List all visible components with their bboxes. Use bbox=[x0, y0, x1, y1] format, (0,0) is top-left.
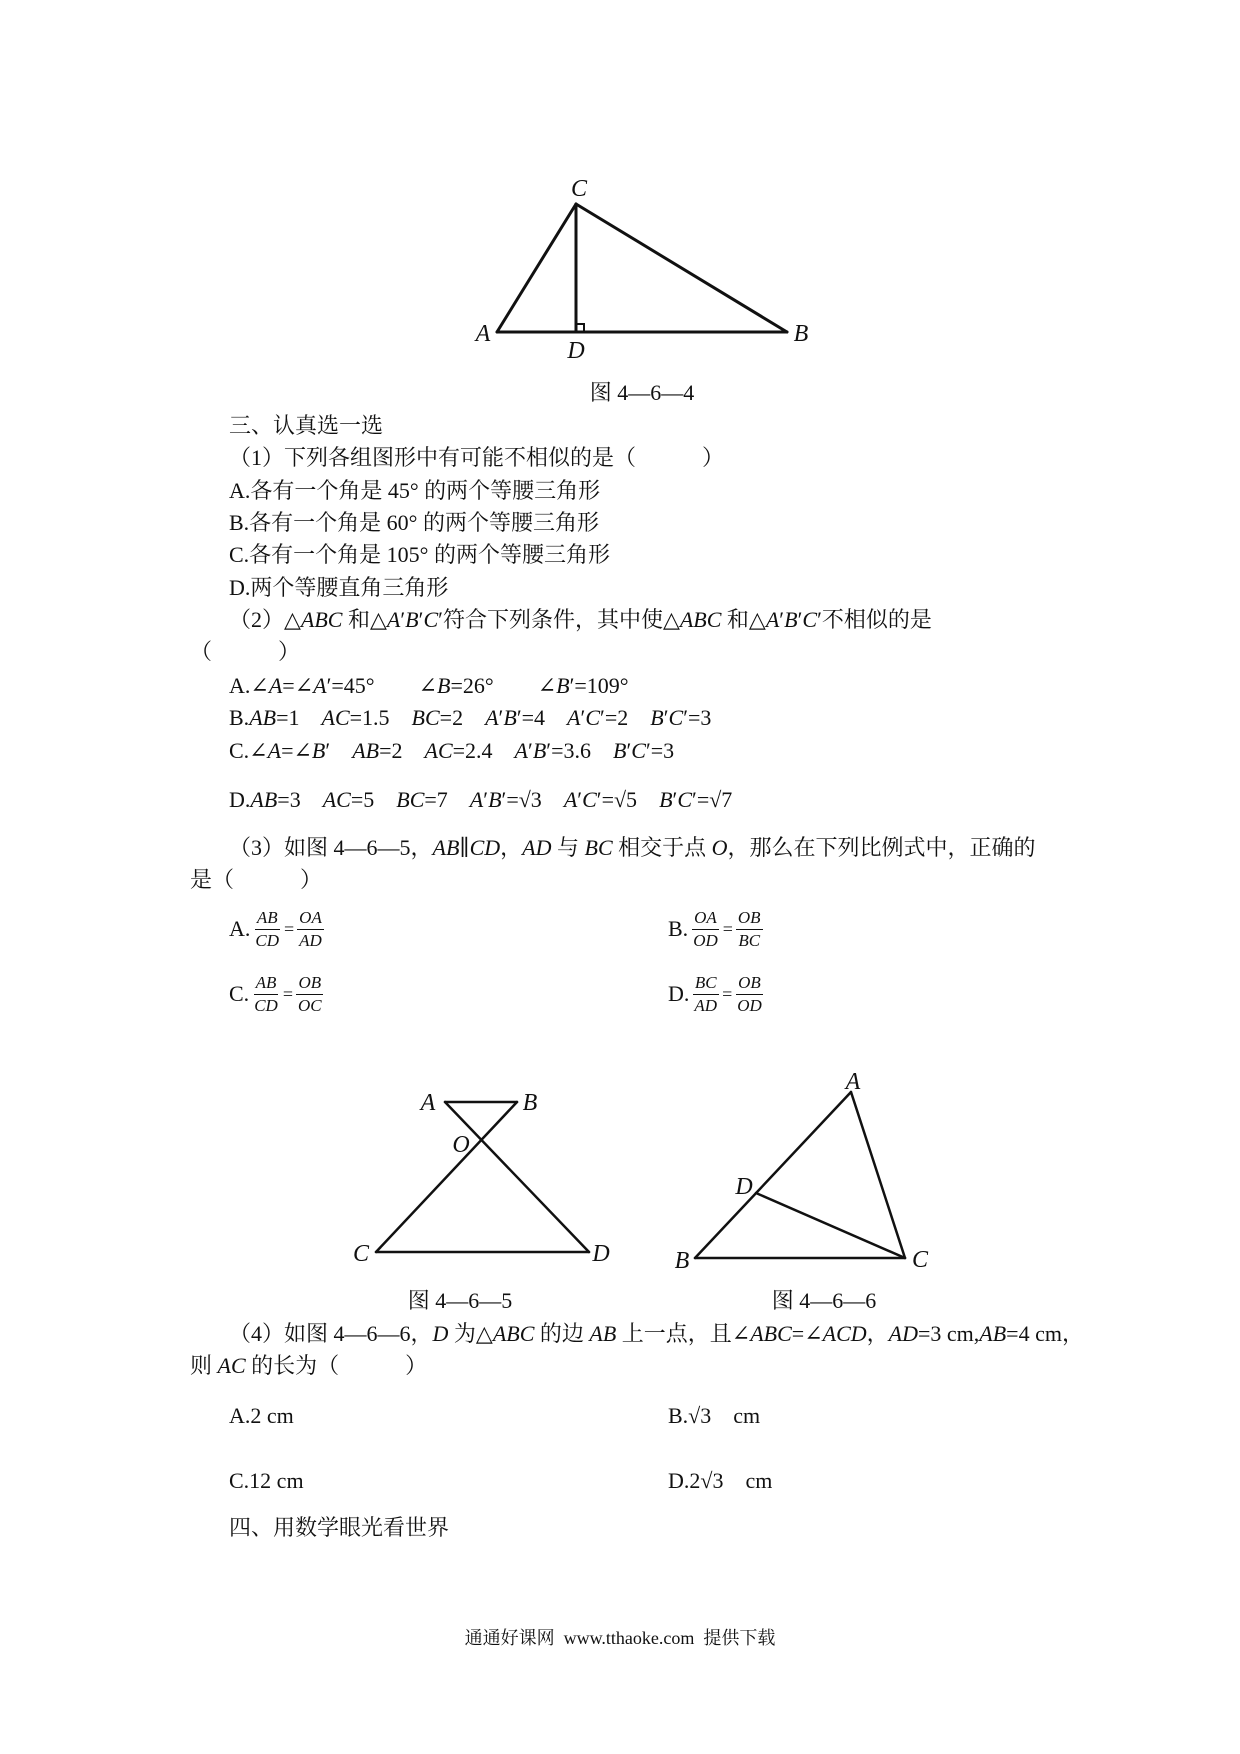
point-label-d: D bbox=[567, 338, 585, 364]
fraction-right bbox=[735, 972, 764, 1017]
question-4-option-b: B.√3 cm bbox=[668, 1403, 761, 1428]
equals-sign: = bbox=[722, 918, 733, 939]
figure-caption-4-6-6: 图 4—6—6 bbox=[771, 1288, 877, 1313]
point-label-c: C bbox=[570, 176, 588, 202]
numerator: OB bbox=[296, 972, 323, 995]
page-footer: 通通好课网 www.tthaoke.com 提供下载 bbox=[464, 1628, 776, 1648]
question-1-stem: （1）下列各组图形中有可能不相似的是（ ） bbox=[229, 445, 725, 470]
segment-ac bbox=[497, 204, 576, 332]
question-1-option-b: B.各有一个角是 60° 的两个等腰三角形 bbox=[229, 510, 599, 535]
denominator: AD bbox=[694, 995, 718, 1015]
fraction-right bbox=[736, 907, 763, 952]
question-2-option-d: D.AB=3 AC=5 BC=7 A′B′=√3 A′C′=√5 B′C′=√7 bbox=[229, 787, 733, 812]
figure-4-6-4-triangle bbox=[470, 170, 820, 370]
denominator: OD bbox=[737, 995, 762, 1015]
question-3-option-c bbox=[229, 964, 324, 1024]
denominator: OD bbox=[693, 930, 718, 950]
question-2-option-b: B.AB=1 AC=1.5 BC=2 A′B′=4 A′C′=2 B′C′=3 bbox=[229, 705, 712, 730]
numerator: OB bbox=[736, 972, 763, 995]
segment-dc bbox=[756, 1193, 905, 1258]
point-label-b: B bbox=[522, 1090, 538, 1116]
segment-ac bbox=[851, 1092, 905, 1258]
question-1-option-d: D.两个等腰直角三角形 bbox=[229, 575, 449, 600]
section-title: 三、认真选一选 bbox=[229, 413, 384, 438]
point-label-c: C bbox=[352, 1241, 370, 1267]
question-4-stem: （4）如图 4—6—6，D 为△ABC 的边 AB 上一点，且∠ABC=∠ACD，AD=3 cm,AB=4 cm， bbox=[229, 1321, 1084, 1346]
question-3-option-b bbox=[668, 899, 763, 959]
fraction-left bbox=[692, 972, 719, 1017]
question-2-option-c: C.∠A=∠B′ AB=2 AC=2.4 A′B′=3.6 B′C′=3 bbox=[229, 738, 675, 763]
segment-bc bbox=[376, 1102, 517, 1252]
equals-sign: = bbox=[282, 983, 293, 1004]
equals-sign: = bbox=[722, 983, 733, 1004]
denominator: BC bbox=[738, 930, 761, 950]
question-1-option-a: A.各有一个角是 45° 的两个等腰三角形 bbox=[229, 478, 601, 503]
figure-4-6-5-hourglass bbox=[340, 1080, 630, 1275]
option-letter: B. bbox=[668, 916, 689, 941]
point-label-a: A bbox=[475, 321, 491, 347]
denominator: CD bbox=[255, 930, 280, 950]
question-3-stem-continued: 是（ ） bbox=[190, 867, 323, 892]
point-label-d: D bbox=[735, 1174, 753, 1200]
option-letter: A. bbox=[229, 916, 251, 941]
numerator: OB bbox=[736, 907, 763, 930]
point-label-b: B bbox=[674, 1248, 690, 1274]
question-4-option-a: A.2 cm bbox=[229, 1403, 294, 1428]
figure-caption-4-6-5: 图 4—6—5 bbox=[407, 1288, 513, 1313]
equals-sign: = bbox=[284, 918, 295, 939]
point-label-a: A bbox=[420, 1090, 436, 1116]
question-3-option-a bbox=[229, 899, 324, 959]
denominator: OC bbox=[297, 995, 322, 1015]
figure-caption-4-6-4: 图 4—6—4 bbox=[589, 380, 695, 405]
question-3-stem: （3）如图 4—6—5，AB∥CD，AD 与 BC 相交于点 O，那么在下列比例式中，正确的 bbox=[229, 835, 1036, 860]
segment-ab bbox=[695, 1092, 851, 1258]
option-letter: D. bbox=[668, 981, 690, 1006]
point-label-b: B bbox=[793, 321, 809, 347]
question-3-option-d bbox=[668, 964, 764, 1024]
question-4-option-d: D.2√3 cm bbox=[668, 1468, 773, 1493]
question-1-option-c: C.各有一个角是 105° 的两个等腰三角形 bbox=[229, 542, 610, 567]
denominator: CD bbox=[254, 995, 278, 1015]
fraction-left bbox=[691, 907, 720, 952]
fraction-left bbox=[252, 972, 280, 1017]
fraction-right bbox=[297, 907, 324, 952]
point-label-a: A bbox=[845, 1069, 861, 1095]
denominator: AD bbox=[299, 930, 322, 950]
figure-4-6-6-triangle bbox=[660, 1060, 950, 1280]
option-letter: C. bbox=[229, 981, 250, 1006]
question-4-stem-continued: 则 AC 的长为（ ） bbox=[190, 1353, 428, 1378]
segment-ad bbox=[445, 1102, 589, 1252]
fraction-left bbox=[253, 907, 281, 952]
point-label-c: C bbox=[911, 1247, 929, 1273]
question-4-option-c: C.12 cm bbox=[229, 1468, 304, 1493]
numerator: BC bbox=[693, 972, 719, 995]
numerator: OA bbox=[692, 907, 719, 930]
numerator: AB bbox=[254, 972, 279, 995]
numerator: OA bbox=[297, 907, 324, 930]
segment-cb bbox=[576, 204, 787, 332]
fraction-right bbox=[296, 972, 324, 1017]
numerator: AB bbox=[255, 907, 280, 930]
question-2-answer-blank: （ ） bbox=[190, 639, 301, 664]
section-title: 四、用数学眼光看世界 bbox=[229, 1515, 450, 1540]
question-2-option-a: A.∠A=∠A′=45° ∠B=26° ∠B′=109° bbox=[229, 673, 629, 698]
point-label-o: O bbox=[452, 1132, 470, 1158]
question-2-stem: （2）△ABC 和△A′B′C′符合下列条件，其中使△ABC 和△A′B′C′不相似的是 bbox=[229, 607, 932, 632]
point-label-d: D bbox=[592, 1241, 610, 1267]
